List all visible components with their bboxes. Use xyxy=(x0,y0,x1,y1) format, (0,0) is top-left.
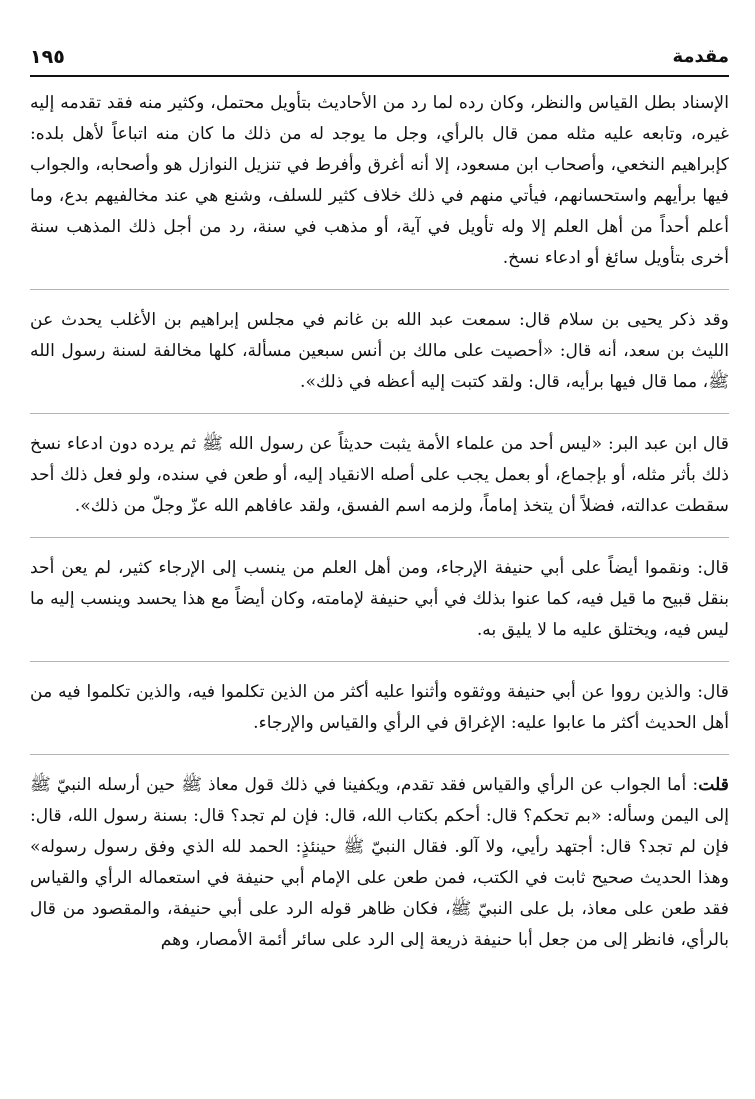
page-number: ١٩٥ xyxy=(30,46,65,68)
paragraph-5 xyxy=(30,677,729,739)
paragraph-separator xyxy=(30,646,729,662)
paragraph-separator xyxy=(30,522,729,538)
paragraph-text: قال ابن عبد البر: «ليس أحد من علماء الأمة يثبت حديثاً عن رسول الله ﷺ ثم يرده دون ادعاء نسخ ذلك بأثر مثله، أو بإجماع، أو بعمل يجب على أصله الانقياد إليه، أو طعن في سنده، ولو فعل ذلك أحد سقطت عدالته، فضلاً أن يتخذ إماماً، ولزمه اسم الفسق، ولقد عافاهم الله عزّ وجلّ من ذلك». xyxy=(30,434,729,516)
paragraph-lead: قلت xyxy=(698,775,729,795)
paragraph-4 xyxy=(30,553,729,646)
header-rule xyxy=(30,75,729,77)
running-title: مقدمة xyxy=(672,46,729,67)
body-text xyxy=(30,88,729,956)
paragraph-text: قال: والذين رووا عن أبي حنيفة ووثقوه وأثنوا عليه أكثر من الذين تكلموا فيه، والذين تكلموا فيه من أهل الحديث أكثر ما عابوا عليه: الإغراق في الرأي والقياس والإرجاء. xyxy=(30,682,729,733)
paragraph-2 xyxy=(30,305,729,398)
paragraph-6 xyxy=(30,770,729,956)
paragraph-text: : أما الجواب عن الرأي والقياس فقد تقدم، ويكفينا في ذلك قول معاذ ﷺ حين أرسله النبيّ ﷺ إلى اليمن وسأله: «بم تحكم؟ قال: أحكم بكتاب الله، قال: فإن لم تجد؟ قال: بسنة رسول الله، قال: فإن لم تجد؟ قال: أجتهد رأيي، ولا آلو. فقال النبيّ ﷺ حينئذٍ: الحمد لله الذي وفق رسول رسوله» وهذا الحديث صحيح ثابت في الكتب، فمن طعن على الإمام أبي حنيفة في استعماله الرأي والقياس فقد طعن على معاذ، بل على النبيّ ﷺ، فكان ظاهر قوله الرد على أبي حنيفة، والمقصود من قال بالرأي، فانظر إلى من جعل أبا حنيفة ذريعة إلى الرد على سائر أئمة الأمصار، وهم xyxy=(30,775,729,950)
paragraph-text: قال: ونقموا أيضاً على أبي حنيفة الإرجاء، ومن أهل العلم من ينسب إلى الإرجاء كثير، لم يعن أحد بنقل قبيح ما قيل فيه، كما عنوا بذلك في أبي حنيفة لإمامته، وكان أيضاً مع هذا يحسد وينسب إليه ما ليس فيه، ويختلق عليه ما لا يليق به. xyxy=(30,558,729,640)
page-header xyxy=(30,40,729,74)
paragraph-3 xyxy=(30,429,729,522)
paragraph-separator xyxy=(30,398,729,414)
paragraph-separator xyxy=(30,274,729,290)
paragraph-1 xyxy=(30,88,729,274)
paragraph-text: وقد ذكر يحيى بن سلام قال: سمعت عبد الله بن غانم في مجلس إبراهيم بن الأغلب يحدث عن الليث بن سعد، أنه قال: «أحصيت على مالك بن أنس سبعين مسألة، كلها مخالفة لسنة رسول الله ﷺ، مما قال فيها برأيه، قال: ولقد كتبت إليه أعظه في ذلك». xyxy=(30,310,729,392)
paragraph-text: الإسناد بطل القياس والنظر، وكان رده لما رد من الأحاديث بتأويل محتمل، وكثير منه فقد تقدمه إليه غيره، وتابعه عليه مثله ممن قال بالرأي، وجل ما يوجد له من ذلك ما كان منه اتباعاً لأهل بلده: كإبراهيم النخعي، وأصحاب ابن مسعود، إلا أنه أغرق وأفرط في تنزيل النوازل هو وأصحابه، والجواب فيها برأيهم واستحسانهم، فيأتي منهم في ذلك خلاف كثير للسلف، وشنع هي عند مخالفيهم بدع، وما أعلم أحداً من أهل العلم إلا وله تأويل في آية، أو مذهب في سنة، رد من أجل ذلك المذهب سنة أخرى بتأويل سائغ أو ادعاء نسخ. xyxy=(30,93,729,268)
paragraph-separator xyxy=(30,739,729,755)
